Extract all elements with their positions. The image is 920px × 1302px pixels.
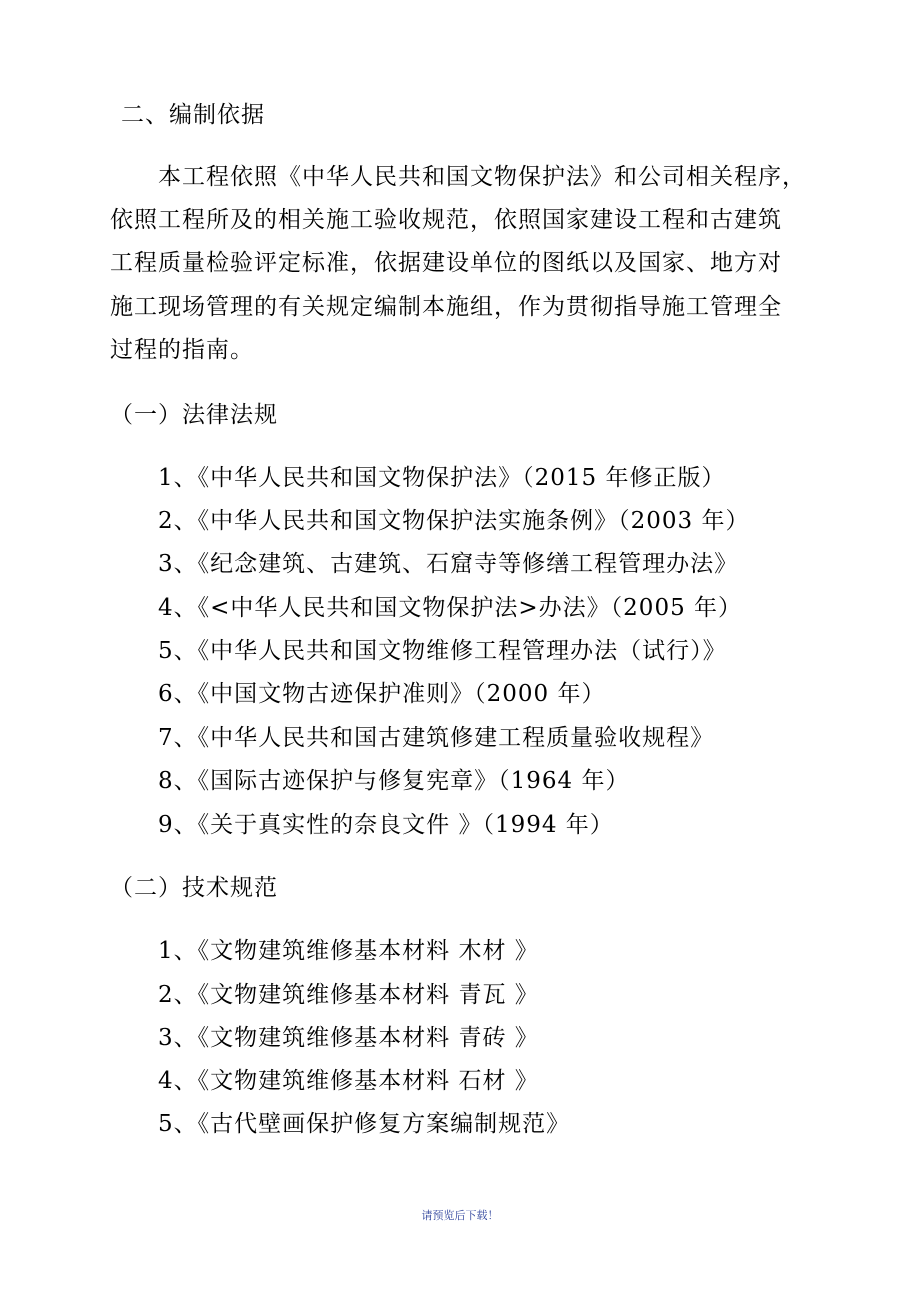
- law-item-3: 3、《纪念建筑、古建筑、石窟寺等修缮工程管理办法》: [158, 551, 739, 577]
- intro-line-1: 本工程依照《中华人民共和国文物保护法》和公司相关程序，: [158, 164, 806, 190]
- law-item-2: 2、《中华人民共和国文物保护法实施条例》（2003 年）: [158, 508, 750, 534]
- spec-item-1: 1、《文物建筑维修基本材料 木材 》: [158, 938, 539, 964]
- intro-line-5: 过程的指南。: [110, 337, 254, 363]
- specs-heading: （二）技术规范: [110, 875, 278, 901]
- law-item-4: 4、《<中华人民共和国文物保护法>办法》（2005 年）: [158, 595, 743, 621]
- intro-line-3: 工程质量检验评定标准，依据建设单位的图纸以及国家、地方对: [110, 250, 782, 276]
- laws-heading: （一）法律法规: [110, 402, 278, 428]
- spec-item-5: 5、《古代壁画保护修复方案编制规范》: [158, 1111, 571, 1137]
- spec-item-3: 3、《文物建筑维修基本材料 青砖 》: [158, 1025, 539, 1051]
- law-item-9: 9、《关于真实性的奈良文件 》（1994 年）: [158, 812, 614, 838]
- intro-line-4: 施工现场管理的有关规定编制本施组，作为贯彻指导施工管理全: [110, 294, 782, 320]
- section-heading: 二、编制依据: [121, 102, 265, 128]
- spec-item-2: 2、《文物建筑维修基本材料 青瓦 》: [158, 982, 539, 1008]
- law-item-1: 1、《中华人民共和国文物保护法》（2015 年修正版）: [158, 465, 726, 491]
- law-item-7: 7、《中华人民共和国古建筑修建工程质量验收规程》: [158, 725, 715, 751]
- spec-item-4: 4、《文物建筑维修基本材料 石材 》: [158, 1068, 539, 1094]
- law-item-6: 6、《中国文物古迹保护准则》（2000 年）: [158, 681, 606, 707]
- law-item-5: 5、《中华人民共和国文物维修工程管理办法（试行）》: [158, 638, 727, 664]
- intro-line-2: 依照工程所及的相关施工验收规范，依照国家建设工程和古建筑: [110, 207, 782, 233]
- footer-note: 请预览后下载！: [421, 1209, 499, 1222]
- law-item-8: 8、《国际古迹保护与修复宪章》（1964 年）: [158, 768, 630, 794]
